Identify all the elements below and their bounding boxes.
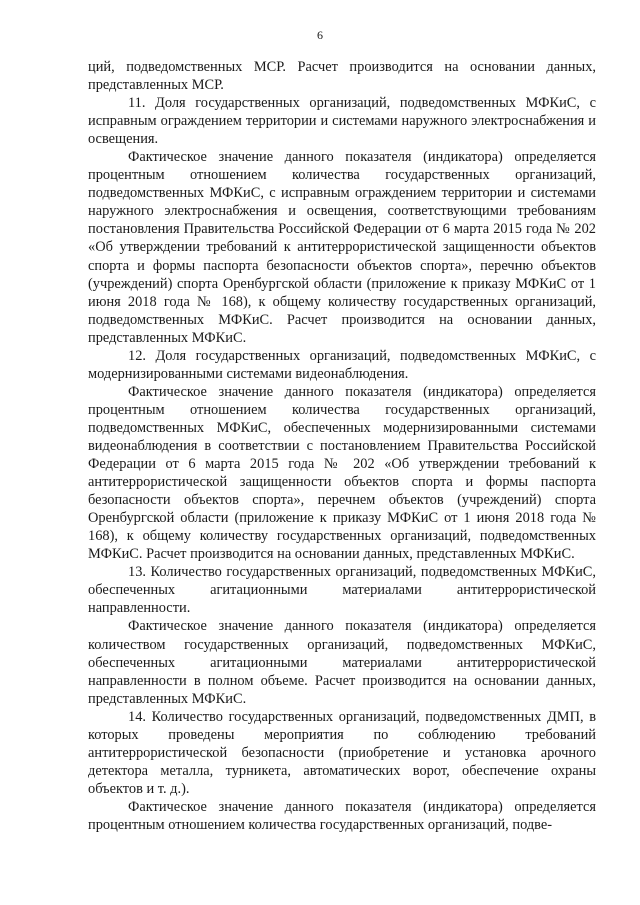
paragraph-item-11: 11. Доля государственных организаций, подведомственных МФКиС, с исправным ограждением территории и системами наружного электроснабжения и освещения. [88, 95, 596, 148]
document-body [88, 58, 596, 834]
paragraph-item-14-description: Фактическое значение данного показателя (индикатора) определяется процентным отношением количества государственных организаций, подве- [88, 798, 596, 833]
paragraph-item-14: 14. Количество государственных организаций, подведомственных ДМП, в которых проведены мероприятия по соблюдению требований антитеррористической безопасности (приобретение и установка арочного детектора металла, турникета, автоматических ворот, обеспечение охраны объектов и т. д.). [88, 708, 596, 797]
paragraph-item-12: 12. Доля государственных организаций, подведомственных МФКиС, с модернизированными системами видеонаблюдения. [88, 347, 596, 382]
paragraph-item-11-description: Фактическое значение данного показателя (индикатора) определяется процентным отношением количества государственных организаций, подведомственных МФКиС, с исправным ограждением территории и системами наружного электроснабжения и освещения, соответствующими требованиям постановления Правительства Российской Федерации от 6 марта 2015 года № 202 «Об утверждении требований к антитеррористической защищенности объектов спорта и формы паспорта безопасности объектов спорта», перечню объектов (учреждений) спорта Оренбургской области (приложение к приказу МФКиС от 1 июня 2018 года № 168), к общему количеству государственных организаций, подведомственных МФКиС. Расчет производится на основании данных, представленных МФКиС. [88, 149, 596, 346]
paragraph-item-13: 13. Количество государственных организаций, подведомственных МФКиС, обеспеченных агитационными материалами антитеррористической направленности. [88, 564, 596, 617]
paragraph-item-13-description: Фактическое значение данного показателя (индикатора) определяется количеством государственных организаций, подведомственных МФКиС, обеспеченных агитационными материалами антитеррористической направленности в полном объеме. Расчет производится на основании данных, представленных МФКиС. [88, 618, 596, 707]
paragraph-continuation: ций, подведомственных МСР. Расчет производится на основании данных, представленных МСР. [88, 59, 596, 94]
page-number: 6 [317, 28, 323, 42]
paragraph-item-12-description: Фактическое значение данного показателя (индикатора) определяется процентным отношением количества государственных организаций, подведомственных МФКиС, обеспеченных модернизированными системами видеонаблюдения в соответствии с постановлением Правительства Российской Федерации от 6 марта 2015 года № 202 «Об утверждении требований к антитеррористической защищенности объектов спорта и формы паспорта безопасности объектов спорта», перечнем объектов (учреждений) спорта Оренбургской области (приложение к приказу МФКиС от 1 июня 2018 года № 168), к общему количеству государственных организаций, подведомственных МФКиС. Расчет производится на основании данных, представленных МФКиС. [88, 383, 596, 563]
